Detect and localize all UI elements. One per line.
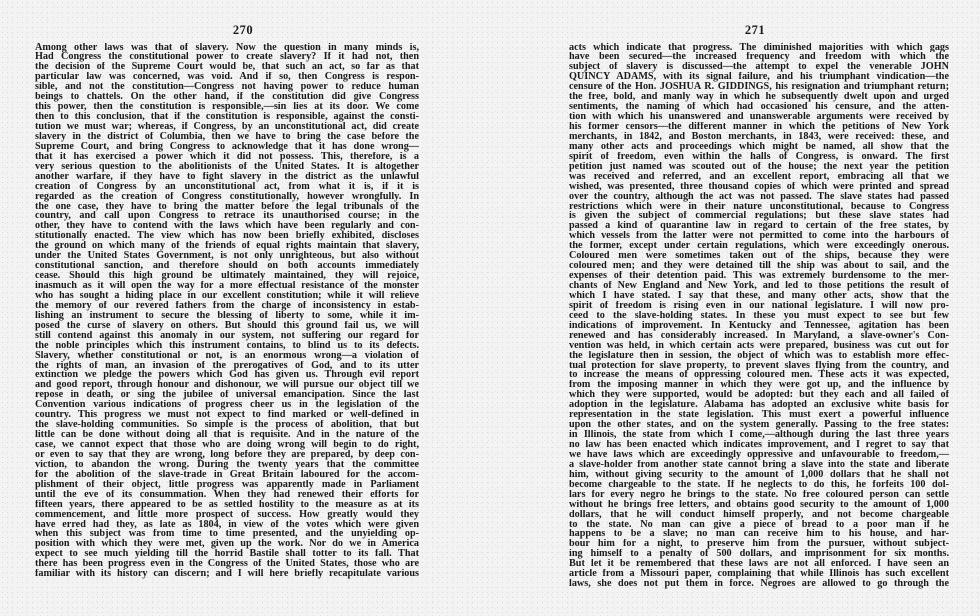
text-line: subject of slavery is discussed—the attempt to expel the venerable JOHN: [569, 62, 949, 73]
text-line: tution we must war; whereas, if Congress, by an unconstitutional act, did create: [35, 122, 419, 132]
text-line: repose in death, or sing the jubilee of universal emancipation. Since the last: [35, 390, 419, 401]
text-line: article from a Missouri paper, complaining that while Illinois has such excellent: [569, 569, 949, 580]
text-line: beings to chattels. On the other hand, if the constitution did give Congress: [35, 92, 419, 103]
text-line: viction, to abandon the wrong. During the twenty years that the committee: [35, 459, 419, 470]
text-line: petition just named was scouted out of the house; the next year the petition: [569, 161, 949, 172]
text-line: in Illinois, the state from which I come,—although during the last three years: [569, 430, 949, 440]
text-line: which I have stated. I say that these, and many other acts, show that the: [569, 290, 949, 301]
text-line: expect to see much yielding till the horrid Bastile shall totter to its fall. That: [35, 549, 419, 560]
text-line: have been secured—the increased frequency and freedom with which the: [569, 52, 949, 63]
text-line: tion with which his unanswered and unanswerable arguments were received by: [569, 112, 949, 122]
text-line: happens to be a slave; no man can receive him to his house, and har-: [569, 529, 949, 540]
text-line: that it has exercised a power which it did not possess. This, therefore, is a: [35, 151, 419, 162]
text-line: become chargeable to the state. If he neglects to do this, he forfeits 100 dol-: [569, 479, 949, 490]
text-line: constitutional sanction, and therefore should on both accounts immediately: [35, 261, 419, 272]
text-line: other, they have to contend with the laws which have been regularly and con-: [35, 221, 419, 232]
text-line: country, and call upon Congress to retrace its unauthorised course; in the: [35, 211, 419, 222]
text-line: indications of improvement. In Kentucky and Tennessee, agitation has been: [569, 320, 949, 331]
text-line: another warfare, if they have to fight slavery in the district as the unlawful: [35, 171, 419, 182]
text-line: case, we cannot expect that those who are doing wrong will begin to do right,: [35, 440, 419, 450]
text-line: inasmuch as it will open the way for a more effectual resistance of the monster: [35, 281, 419, 291]
text-line: cease. Should this high ground be ultimately maintained, they will rejoice,: [35, 271, 419, 281]
body-text: [569, 43, 949, 590]
text-line: the memory of our revered fathers from the charge of inconsistency in estab-: [35, 300, 419, 311]
text-line: the free, bold, and manly way in which he subsequently dwelt upon and urged: [569, 92, 949, 103]
text-line: stitutionally enacted. The view which has now been briefly exhibited, discloses: [35, 231, 419, 242]
text-line: is given the subject of commercial regulations; but these slave states had: [569, 211, 949, 222]
text-line: Slavery, whether constitutional or not, is an enormous wrong—a violation of: [35, 350, 419, 361]
body-text: [35, 43, 419, 580]
page-number: 270: [232, 23, 254, 37]
text-line: slavery in the district of Columbia, then we have to bring the case before the: [35, 131, 419, 142]
text-line: censure of the Hon. JOSHUA R. GIDDINGS, his resignation and triumphant return;: [569, 82, 949, 93]
text-line: extinction we pledge the powers which God has given us. Through evil report: [35, 370, 419, 381]
text-line: have erred had they, as late as 1804, in view of the votes which were given: [35, 519, 419, 530]
text-line: the former, except under certain regulations, which were exceedingly onerous.: [569, 241, 949, 252]
text-line: under the United States Government, is not only unrighteous, but also without: [35, 251, 419, 262]
text-line: dollars, that he will conduct himself properly, and not become chargeable: [569, 509, 949, 520]
text-line: to increase the means of oppressing coloured men. These acts it was expected,: [569, 370, 949, 381]
text-line: passed a kind of quarantine law in regard to certain of the free states, by: [569, 221, 949, 232]
text-line: tual protection for slave property, to prevent slaves flying from the country, and: [569, 360, 949, 371]
text-line: merchants, in 1842, and Boston merchants, in 1843, were received: these, and: [569, 131, 949, 142]
text-line: the slave-holding communities. So simple is the process of abolition, that but: [35, 420, 419, 431]
text-line: without he brings free letters, and obtains good security to the amount of 1,000: [569, 499, 949, 510]
text-line: spirit of freedom, even within the halls of Congress, is onward. The first: [569, 151, 949, 162]
text-line: representation in the state legislation. This must exert a powerful influence: [569, 410, 949, 421]
text-line: the one case, they have to bring the matter before the legal tribunals of the: [35, 201, 419, 212]
text-line: commencement, and little more prospect of success. How greatly would they: [35, 509, 419, 520]
text-line: ing himself to a penalty of 500 dollars, and imprisonment for six months.: [569, 549, 949, 560]
text-line: many other acts and proceedings which might be named, all show that the: [569, 141, 949, 152]
text-line: adoption in the legislature. Alabama has adopted an exclusive white basis for: [569, 400, 949, 411]
text-line: then to this conclusion, that if the constitution is responsible, against the consti-: [35, 112, 419, 122]
text-line: we have laws which are exceedingly oppressive and unfavourable to freedom,—: [569, 449, 949, 460]
text-line: posed the curse of slavery on others. But should this ground fail us, we will: [35, 320, 419, 331]
page-number: 271: [744, 23, 766, 37]
text-line: from the imposing manner in which they were got up, and the influence by: [569, 380, 949, 391]
text-line: which they were supported, would be adopted: but they each and all failed of: [569, 390, 949, 401]
text-line: familiar with its history can discern; and I will here briefly recapitulate various: [35, 569, 419, 580]
text-line: to the state. No man can give a piece of bread to a poor man if he: [569, 519, 949, 530]
text-line: when this subject was from time to time presented, and the unyielding op-: [35, 529, 419, 540]
text-line: this power, then the constitution is responsible,—sin lies at its door. We come: [35, 102, 419, 113]
text-line: restrictions which were in their nature unconstitutional, because to Congress: [569, 201, 949, 212]
text-line: the decision of the Supreme Court would be, that such an act, so far as that: [35, 62, 419, 73]
text-line: particular law was concerned, was void. And if so, then Congress is respon-: [35, 72, 419, 83]
text-line: Coloured men were sometimes taken out of the ships, because they were: [569, 251, 949, 262]
text-line: sible, and not the constitution—Congress not having power to reduce human: [35, 82, 419, 93]
text-line: fifteen years, there appeared to be as settled hostility to the measure as at its: [35, 499, 419, 510]
text-line: or even to say that they are wrong, long before they are prepared, by deep con-: [35, 449, 419, 460]
text-line: his former censors—the different manner in which the petitions of New York: [569, 122, 949, 132]
text-line: over the country, although the act was not passed. The slave states had passed: [569, 191, 949, 202]
text-line: very serious question to the abolitionists of the United States. It is altogether: [35, 161, 419, 172]
text-line: Convention various indications of progress cheer us in the legislation of the: [35, 400, 419, 411]
text-line: laws, she does not put them in force. Negroes are allowed to go through the: [569, 579, 949, 590]
text-line: expenses of their detention paid. This was extremely burdensome to the mer-: [569, 271, 949, 281]
text-line: was received and referred, and an excellent report, embracing all that we: [569, 171, 949, 182]
text-line: and good report, through honour and dishonour, we will pursue our object till we: [35, 380, 419, 391]
text-line: lishing an instrument to secure the blessing of liberty to some, while it im-: [35, 310, 419, 321]
text-line: ceed to the slave-holding states. In these you must expect to see but few: [569, 310, 949, 321]
text-line: him, without giving security to the amount of 1,000 dollars that he shall not: [569, 469, 949, 480]
text-line: until the eve of its consummation. When they had renewed their efforts for: [35, 489, 419, 500]
text-line: Supreme Court, and bring Congress to acknowledge that it has done wrong—: [35, 141, 419, 152]
text-line: country. This progress we must not expect to find marked or well-defined in: [35, 410, 419, 421]
text-line: still contend against this anomaly in our system, not suffering our regard for: [35, 330, 419, 341]
text-line: regarded as the creation of Congress constitutionally, however wrongfully. In: [35, 191, 419, 202]
text-line: chants of New England and New York, and led to those petitions the result of: [569, 281, 949, 291]
text-line: lars for every negro he brings to the state. No free coloured person can settle: [569, 489, 949, 500]
right-page: [490, 0, 980, 616]
text-line: there has been progress even in the Congress of the United States, those who are: [35, 559, 419, 570]
text-line: bour him for a night, to preserve him from the pursuer, without subject-: [569, 539, 949, 550]
text-line: Had Congress the constitutional power to create slavery? If it had not, then: [35, 52, 419, 63]
text-line: the noble principles which this instrument contains, to blind us to its defects.: [35, 340, 419, 351]
text-line: no law has been enacted which indicates improvement, and I regret to say that: [569, 440, 949, 450]
text-line: renewed and has considerably increased. In Maryland, a slave-owner's Con-: [569, 330, 949, 341]
text-line: spirit of freedom is rising even in our national legislature. I will now pro-: [569, 300, 949, 311]
text-line: who has sought a hiding place in our excellent constitution; while it will relieve: [35, 290, 419, 301]
text-line: for the abolition of the slave-trade in Great Britain laboured for the accom-: [35, 469, 419, 480]
text-line: which vessels from the latter were not permitted to come into the harbours of: [569, 231, 949, 242]
text-line: coloured men; and they were detained till the ship was about to sail, and the: [569, 261, 949, 272]
text-line: QUINCY ADAMS, with its signal failure, and his triumphant vindication—the: [569, 72, 949, 83]
text-line: creation of Congress by an unconstitutional act, from what it is, if it is: [35, 181, 419, 192]
text-line: the ground on which many of the friends of equal rights maintain that slavery,: [35, 241, 419, 252]
text-line: vention was held, in which certain acts were prepared, business was cut out for: [569, 340, 949, 351]
text-line: upon the other states, and on the system generally. Passing to the free states:: [569, 420, 949, 431]
text-line: little can be done without doing all that is requisite. And in the nature of the: [35, 430, 419, 440]
text-line: wished, was presented, three thousand copies of which were printed and spread: [569, 181, 949, 192]
text-line: plishment of their object, little progress was apparently made in Parliament: [35, 479, 419, 490]
text-line: Among other laws was that of slavery. Now the question in many minds is,: [35, 42, 419, 53]
text-line: But let it be remembered that these laws are not all enforced. I have seen an: [569, 559, 949, 570]
text-line: a slave-holder from another state cannot bring a slave into the state and liberate: [569, 459, 949, 470]
text-line: position with which they were met, given up the work. Nor do we in America: [35, 539, 419, 550]
text-line: the legislature then in session, the object of which was to establish more effec-: [569, 350, 949, 361]
text-line: acts which indicate that progress. The diminished majorities with which gags: [569, 42, 949, 53]
text-line: sentiments, the naming of which had occasioned his censure, and the atten-: [569, 102, 949, 113]
text-line: the rights of man, an invasion of the prerogatives of God, and to its utter: [35, 360, 419, 371]
